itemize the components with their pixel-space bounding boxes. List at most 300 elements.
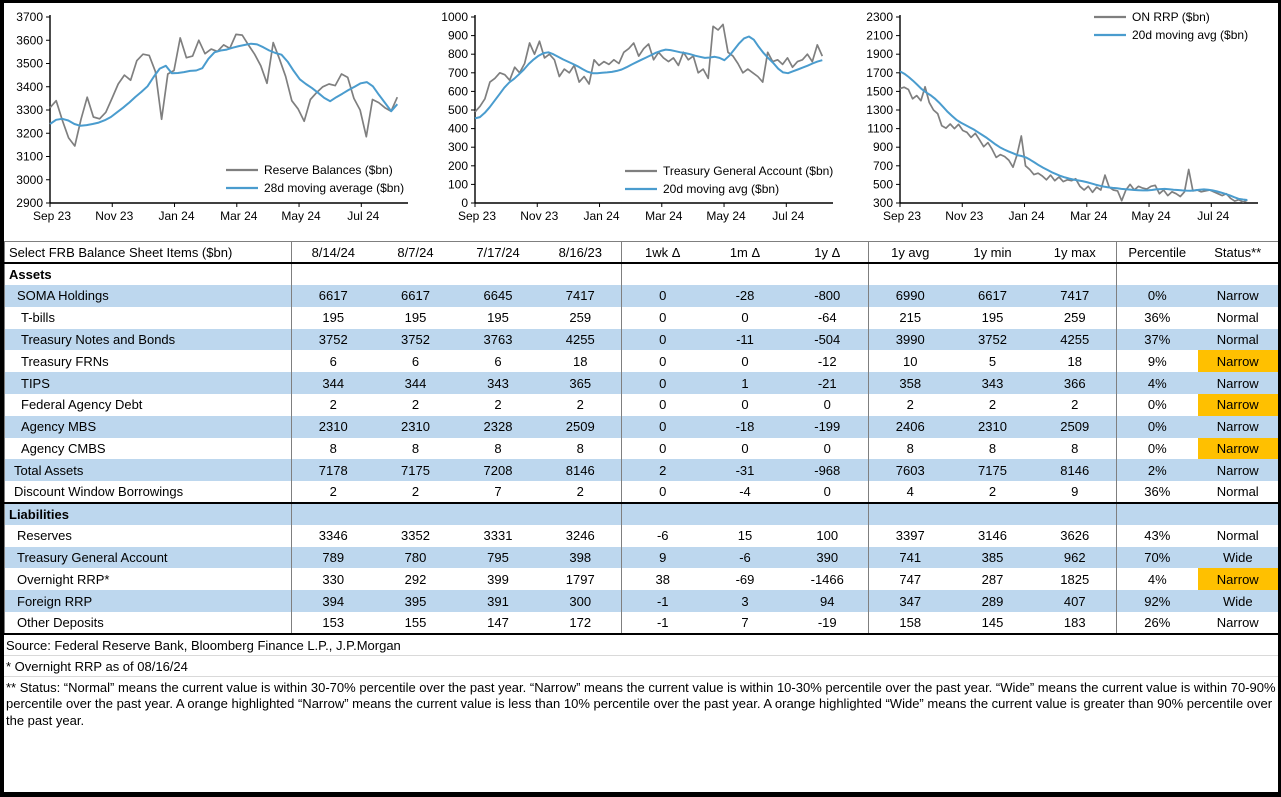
svg-text:400: 400 bbox=[447, 121, 468, 136]
x-tick-label: Jul 24 bbox=[772, 209, 805, 223]
value-cell: 5 bbox=[988, 353, 997, 369]
table-header-row bbox=[5, 242, 1279, 264]
value-cell: 8146 bbox=[540, 459, 622, 481]
value-cell: -18 bbox=[704, 416, 787, 438]
value-cell: 2310 bbox=[292, 416, 375, 438]
svg-text:3200: 3200 bbox=[16, 126, 43, 141]
value-cell: -1 bbox=[622, 590, 704, 612]
balance-sheet-table bbox=[4, 241, 1279, 635]
value-cell: 6617 bbox=[952, 285, 1034, 307]
table-row bbox=[5, 285, 1279, 307]
percentile-cell: 37% bbox=[1117, 329, 1198, 351]
value-cell: 2509 bbox=[540, 416, 622, 438]
legend-label: Treasury General Account ($bn) bbox=[663, 164, 834, 178]
value-cell: 15 bbox=[737, 528, 753, 544]
svg-text:3500: 3500 bbox=[16, 56, 43, 71]
overnight-rrp-note: * Overnight RRP as of 08/16/24 bbox=[4, 656, 1278, 677]
svg-text:1300: 1300 bbox=[866, 103, 893, 117]
value-cell: 3752 bbox=[375, 329, 457, 351]
value-cell: 399 bbox=[487, 571, 509, 587]
value-cell: -6 bbox=[622, 525, 704, 547]
value-cell: 0 bbox=[622, 307, 704, 329]
value-cell: 4 bbox=[869, 481, 952, 503]
value-cell: 2 bbox=[576, 397, 584, 413]
charts-row bbox=[4, 3, 1278, 236]
status-cell: Narrow bbox=[1198, 459, 1279, 481]
value-cell bbox=[1034, 503, 1117, 525]
value-cell: 0 bbox=[622, 394, 704, 416]
value-cell: 2 bbox=[622, 459, 704, 481]
table-row bbox=[5, 372, 1279, 394]
svg-text:800: 800 bbox=[447, 47, 468, 62]
value-cell: 4255 bbox=[1034, 329, 1117, 351]
value-cell: 0 bbox=[622, 416, 704, 438]
column-header: Status** bbox=[1198, 242, 1279, 264]
value-cell: 7208 bbox=[457, 459, 540, 481]
value-cell: 2 bbox=[411, 397, 420, 413]
value-cell: 1797 bbox=[565, 571, 595, 587]
status-cell: Normal bbox=[1198, 329, 1279, 351]
status-definition-note: ** Status: “Normal” means the current value is within 30-70% percentile over the past year. “Narrow” means the current value is within 10-30% percentile over the past year. “Wide” means the current value is within 70-90% percentile over the past year. A orange highlighted “Narrow” means the current value is less than 10% percentile over the past year. A orange highlighted “Wide” means the current value is greater than 90% percentile over the past year. bbox=[6, 679, 1276, 728]
value-cell: 7417 bbox=[1034, 285, 1117, 307]
value-cell: 358 bbox=[869, 372, 952, 394]
value-cell: 6 bbox=[411, 353, 420, 369]
value-cell: 347 bbox=[869, 590, 952, 612]
legend-label: 20d moving avg ($bn) bbox=[1132, 28, 1249, 42]
table-row bbox=[5, 394, 1279, 416]
legend-label: 28d moving average ($bn) bbox=[264, 181, 405, 195]
value-cell: 7178 bbox=[292, 459, 375, 481]
svg-text:100: 100 bbox=[447, 177, 468, 192]
value-cell: 789 bbox=[292, 547, 375, 569]
status-cell: Narrow bbox=[1198, 350, 1279, 372]
value-cell: -69 bbox=[735, 571, 755, 587]
column-header: 8/16/23 bbox=[540, 242, 622, 264]
value-cell: 0 bbox=[741, 353, 749, 369]
value-cell: 2 bbox=[869, 394, 952, 416]
percentile-cell: 9% bbox=[1117, 350, 1198, 372]
table-row bbox=[5, 547, 1279, 569]
value-cell: 8 bbox=[988, 441, 997, 457]
column-header: 1y max bbox=[1034, 242, 1117, 264]
x-tick-label: Sep 23 bbox=[882, 209, 922, 223]
value-cell: 2509 bbox=[1034, 416, 1117, 438]
value-cell bbox=[540, 263, 622, 285]
value-cell: 259 bbox=[1063, 310, 1086, 326]
table-row bbox=[5, 481, 1279, 503]
status-cell bbox=[1198, 263, 1279, 285]
value-cell: 780 bbox=[375, 547, 457, 569]
svg-text:3600: 3600 bbox=[16, 33, 43, 48]
value-cell: 38 bbox=[622, 568, 704, 590]
column-header: 1wk Δ bbox=[622, 242, 704, 264]
value-cell: 2 bbox=[494, 397, 502, 413]
value-cell bbox=[1034, 263, 1117, 285]
value-cell: 100 bbox=[816, 528, 839, 544]
status-cell: Narrow bbox=[1216, 614, 1259, 630]
row-label: SOMA Holdings bbox=[5, 285, 292, 307]
value-cell: 10 bbox=[869, 350, 952, 372]
column-header: 8/7/24 bbox=[375, 242, 457, 264]
value-cell: 394 bbox=[292, 590, 375, 612]
value-cell: 6 bbox=[494, 353, 502, 369]
percentile-cell: 0% bbox=[1117, 285, 1198, 307]
value-cell: 0 bbox=[741, 310, 749, 326]
svg-text:1000: 1000 bbox=[441, 10, 468, 24]
status-cell: Narrow bbox=[1198, 568, 1279, 590]
x-tick-label: Jan 24 bbox=[158, 209, 195, 223]
value-cell bbox=[952, 503, 1034, 525]
svg-text:700: 700 bbox=[872, 158, 893, 173]
value-cell: 0 bbox=[622, 329, 704, 351]
status-cell: Wide bbox=[1198, 590, 1279, 612]
value-cell: 3397 bbox=[869, 525, 952, 547]
row-label: Liabilities bbox=[5, 503, 292, 525]
value-cell bbox=[375, 503, 457, 525]
value-cell: 1825 bbox=[1060, 571, 1090, 587]
value-cell: 741 bbox=[869, 547, 952, 569]
value-cell: 395 bbox=[375, 590, 457, 612]
value-cell: -19 bbox=[817, 614, 837, 630]
x-tick-label: May 24 bbox=[1131, 209, 1171, 223]
percentile-cell: 4% bbox=[1117, 372, 1198, 394]
value-cell bbox=[787, 503, 869, 525]
value-cell: 183 bbox=[1063, 614, 1086, 630]
value-cell: 6617 bbox=[375, 285, 457, 307]
legend-label: Reserve Balances ($bn) bbox=[264, 163, 393, 177]
x-tick-label: Jul 24 bbox=[347, 209, 380, 223]
value-cell: 2406 bbox=[869, 416, 952, 438]
svg-text:500: 500 bbox=[872, 177, 893, 192]
status-cell: Normal bbox=[1216, 528, 1259, 544]
value-cell: 0 bbox=[622, 438, 704, 460]
value-cell: 300 bbox=[540, 590, 622, 612]
value-cell: 2 bbox=[988, 397, 997, 413]
treasury-general-account-chart bbox=[429, 3, 853, 236]
value-cell: 8 bbox=[292, 438, 375, 460]
value-cell: 0 bbox=[741, 397, 749, 413]
value-cell bbox=[952, 263, 1034, 285]
x-tick-label: Mar 24 bbox=[645, 209, 683, 223]
svg-text:3700: 3700 bbox=[16, 10, 43, 24]
value-cell: 343 bbox=[457, 372, 540, 394]
column-header: 1m Δ bbox=[704, 242, 787, 264]
value-cell: 390 bbox=[787, 547, 869, 569]
value-cell: 3346 bbox=[292, 525, 375, 547]
value-cell: 3331 bbox=[483, 528, 513, 544]
reserve-balances-chart bbox=[4, 3, 428, 236]
table-row bbox=[5, 350, 1279, 372]
value-cell: 2 bbox=[576, 484, 584, 500]
value-cell: -28 bbox=[704, 285, 787, 307]
percentile-cell: 0% bbox=[1117, 394, 1198, 416]
value-cell: 344 bbox=[375, 372, 457, 394]
value-cell: 3246 bbox=[565, 528, 595, 544]
value-cell: -11 bbox=[704, 329, 787, 351]
row-label: Reserves bbox=[17, 528, 72, 544]
table-row bbox=[5, 307, 1279, 329]
value-cell: 4255 bbox=[540, 329, 622, 351]
table-row bbox=[5, 416, 1279, 438]
value-cell: -12 bbox=[817, 353, 837, 369]
status-cell: Normal bbox=[1216, 310, 1259, 326]
svg-text:2300: 2300 bbox=[866, 10, 893, 24]
value-cell: 2310 bbox=[952, 416, 1034, 438]
value-cell: 3990 bbox=[869, 329, 952, 351]
row-label: Treasury FRNs bbox=[21, 353, 109, 369]
value-cell: 6617 bbox=[292, 285, 375, 307]
value-cell: 8 bbox=[869, 438, 952, 460]
x-tick-label: Jul 24 bbox=[1197, 209, 1230, 223]
value-cell: 3626 bbox=[1060, 528, 1090, 544]
value-cell bbox=[292, 263, 375, 285]
value-cell bbox=[869, 503, 952, 525]
value-cell: 195 bbox=[981, 310, 1004, 326]
value-cell: 3146 bbox=[978, 528, 1007, 544]
value-cell bbox=[540, 503, 622, 525]
value-cell: 8 bbox=[494, 441, 502, 457]
status-cell: Narrow bbox=[1198, 372, 1279, 394]
value-cell: 6645 bbox=[457, 285, 540, 307]
value-cell: 2 bbox=[411, 484, 420, 500]
value-cell: 343 bbox=[952, 372, 1034, 394]
percentile-cell: 92% bbox=[1117, 590, 1198, 612]
value-cell bbox=[704, 263, 787, 285]
value-cell bbox=[787, 263, 869, 285]
value-cell: 287 bbox=[981, 571, 1004, 587]
value-cell: 795 bbox=[457, 547, 540, 569]
value-cell: 3763 bbox=[457, 329, 540, 351]
row-label: Treasury Notes and Bonds bbox=[5, 329, 292, 351]
x-tick-label: Sep 23 bbox=[457, 209, 497, 223]
value-cell: -199 bbox=[787, 416, 869, 438]
table-row bbox=[5, 590, 1279, 612]
value-cell: 3752 bbox=[952, 329, 1034, 351]
value-cell: 2 bbox=[1071, 397, 1079, 413]
source-note: Source: Federal Reserve Bank, Bloomberg Finance L.P., J.P.Morgan bbox=[4, 635, 1278, 656]
status-cell: Narrow bbox=[1198, 285, 1279, 307]
table-title: Select FRB Balance Sheet Items ($bn) bbox=[5, 242, 292, 264]
value-cell: 2 bbox=[292, 481, 375, 503]
percentile-cell bbox=[1117, 503, 1198, 525]
row-label: TIPS bbox=[5, 372, 292, 394]
value-cell: 747 bbox=[869, 568, 952, 590]
value-cell: 172 bbox=[569, 614, 592, 630]
value-cell bbox=[704, 503, 787, 525]
svg-text:3300: 3300 bbox=[16, 103, 43, 117]
svg-text:200: 200 bbox=[447, 158, 468, 173]
value-cell bbox=[869, 263, 952, 285]
value-cell: 1 bbox=[704, 372, 787, 394]
svg-text:3100: 3100 bbox=[16, 149, 43, 164]
value-cell: 6 bbox=[292, 350, 375, 372]
percentile-cell: 0% bbox=[1117, 416, 1198, 438]
value-cell: 7175 bbox=[952, 459, 1034, 481]
value-cell: 7417 bbox=[540, 285, 622, 307]
row-label: Agency MBS bbox=[5, 416, 292, 438]
value-cell bbox=[292, 503, 375, 525]
status-cell: Normal bbox=[1216, 484, 1259, 500]
value-cell: 195 bbox=[404, 310, 427, 326]
value-cell: 8 bbox=[576, 441, 584, 457]
value-cell: 2 bbox=[988, 484, 997, 500]
status-cell: Narrow bbox=[1198, 438, 1279, 460]
svg-text:3000: 3000 bbox=[16, 172, 43, 187]
x-tick-label: Nov 23 bbox=[520, 209, 559, 223]
legend-label: ON RRP ($bn) bbox=[1132, 10, 1210, 24]
table-row bbox=[5, 612, 1279, 634]
value-cell: -968 bbox=[787, 459, 869, 481]
value-cell: 8 bbox=[411, 441, 420, 457]
section-row bbox=[5, 503, 1279, 525]
column-header: 1y avg bbox=[869, 242, 952, 264]
value-cell: -1466 bbox=[810, 571, 844, 587]
table-row bbox=[5, 525, 1279, 547]
percentile-cell: 4% bbox=[1117, 568, 1198, 590]
value-cell: 3 bbox=[704, 590, 787, 612]
percentile-cell: 43% bbox=[1117, 525, 1198, 547]
value-cell: 94 bbox=[787, 590, 869, 612]
percentile-cell: 70% bbox=[1117, 547, 1198, 569]
column-header: 1y min bbox=[952, 242, 1034, 264]
percentile-cell: 36% bbox=[1117, 481, 1198, 503]
value-cell: 155 bbox=[404, 614, 427, 630]
value-cell: 6990 bbox=[869, 285, 952, 307]
on-rrp-chart bbox=[854, 3, 1278, 236]
percentile-cell: 36% bbox=[1117, 307, 1198, 329]
column-header: Percentile bbox=[1117, 242, 1198, 264]
value-cell: 0 bbox=[823, 484, 831, 500]
row-label: Discount Window Borrowings bbox=[14, 484, 184, 500]
value-cell: 292 bbox=[404, 571, 427, 587]
row-label: Assets bbox=[9, 267, 52, 283]
value-cell: -64 bbox=[817, 310, 837, 326]
svg-text:300: 300 bbox=[872, 196, 893, 210]
table-row bbox=[5, 568, 1279, 590]
svg-text:1900: 1900 bbox=[866, 47, 893, 62]
row-label: Overnight RRP* bbox=[17, 571, 110, 587]
row-label: Agency CMBS bbox=[21, 441, 106, 457]
value-cell: 2328 bbox=[457, 416, 540, 438]
value-cell: 391 bbox=[457, 590, 540, 612]
row-label: Foreign RRP bbox=[5, 590, 292, 612]
value-cell: 344 bbox=[292, 372, 375, 394]
value-cell: 7175 bbox=[375, 459, 457, 481]
x-tick-label: Nov 23 bbox=[95, 209, 134, 223]
x-tick-label: Mar 24 bbox=[1070, 209, 1108, 223]
value-cell: 289 bbox=[952, 590, 1034, 612]
value-cell bbox=[622, 263, 704, 285]
value-cell: 0 bbox=[622, 285, 704, 307]
status-cell bbox=[1198, 503, 1279, 525]
value-cell: 0 bbox=[823, 397, 831, 413]
value-cell: 0 bbox=[741, 441, 749, 457]
value-cell: 385 bbox=[952, 547, 1034, 569]
value-cell bbox=[457, 503, 540, 525]
value-cell: -800 bbox=[787, 285, 869, 307]
value-cell bbox=[622, 503, 704, 525]
svg-text:900: 900 bbox=[872, 140, 893, 155]
value-cell: 9 bbox=[1071, 484, 1079, 500]
value-cell: 259 bbox=[569, 310, 592, 326]
value-cell: 7603 bbox=[869, 459, 952, 481]
x-tick-label: Sep 23 bbox=[32, 209, 72, 223]
value-cell: 9 bbox=[622, 547, 704, 569]
x-tick-label: Mar 24 bbox=[220, 209, 258, 223]
svg-text:1700: 1700 bbox=[866, 65, 893, 80]
row-label: T-bills bbox=[21, 310, 55, 326]
value-cell: 18 bbox=[1067, 353, 1082, 369]
value-cell: 195 bbox=[292, 307, 375, 329]
svg-text:0: 0 bbox=[461, 196, 468, 210]
value-cell: 8146 bbox=[1034, 459, 1117, 481]
value-cell: 8 bbox=[1071, 441, 1079, 457]
svg-text:700: 700 bbox=[447, 65, 468, 80]
value-cell bbox=[457, 263, 540, 285]
percentile-cell bbox=[1117, 263, 1198, 285]
value-cell: 0 bbox=[622, 372, 704, 394]
section-row bbox=[5, 263, 1279, 285]
svg-text:3400: 3400 bbox=[16, 79, 43, 94]
value-cell: 962 bbox=[1034, 547, 1117, 569]
value-cell: 398 bbox=[540, 547, 622, 569]
status-cell: Wide bbox=[1198, 547, 1279, 569]
x-tick-label: Jan 24 bbox=[583, 209, 620, 223]
x-tick-label: May 24 bbox=[281, 209, 321, 223]
percentile-cell: 0% bbox=[1117, 438, 1198, 460]
value-cell: -31 bbox=[704, 459, 787, 481]
column-header: 8/14/24 bbox=[292, 242, 375, 264]
value-cell: 3352 bbox=[401, 528, 430, 544]
value-cell: -504 bbox=[787, 329, 869, 351]
row-label: Other Deposits bbox=[17, 614, 104, 630]
value-cell: 195 bbox=[487, 310, 509, 326]
column-header: 1y Δ bbox=[787, 242, 869, 264]
table-row bbox=[5, 438, 1279, 460]
value-cell: 3752 bbox=[292, 329, 375, 351]
value-cell bbox=[375, 263, 457, 285]
value-cell: -1 bbox=[622, 612, 704, 634]
value-cell: -21 bbox=[787, 372, 869, 394]
value-cell: 330 bbox=[292, 568, 375, 590]
svg-text:2100: 2100 bbox=[866, 28, 893, 43]
value-cell: 145 bbox=[981, 614, 1004, 630]
legend-label: 20d moving avg ($bn) bbox=[663, 182, 780, 196]
value-cell: 147 bbox=[487, 614, 509, 630]
value-cell: 153 bbox=[292, 612, 375, 634]
value-cell: 2 bbox=[292, 394, 375, 416]
x-tick-label: Nov 23 bbox=[945, 209, 984, 223]
svg-text:500: 500 bbox=[447, 103, 468, 117]
value-cell: 2310 bbox=[375, 416, 457, 438]
value-cell: -6 bbox=[704, 547, 787, 569]
row-label: Treasury General Account bbox=[5, 547, 292, 569]
value-cell: 7 bbox=[741, 614, 749, 630]
value-cell: 0 bbox=[622, 350, 704, 372]
value-cell: -4 bbox=[739, 484, 751, 500]
svg-text:2900: 2900 bbox=[16, 196, 43, 210]
table-row bbox=[5, 329, 1279, 351]
status-cell: Narrow bbox=[1198, 416, 1279, 438]
value-cell: 365 bbox=[540, 372, 622, 394]
svg-text:900: 900 bbox=[447, 28, 468, 43]
value-cell: 7 bbox=[494, 484, 502, 500]
percentile-cell: 26% bbox=[1117, 612, 1198, 634]
value-cell: 18 bbox=[573, 353, 588, 369]
value-cell: 366 bbox=[1034, 372, 1117, 394]
x-tick-label: Jan 24 bbox=[1008, 209, 1045, 223]
row-label: Total Assets bbox=[5, 459, 292, 481]
